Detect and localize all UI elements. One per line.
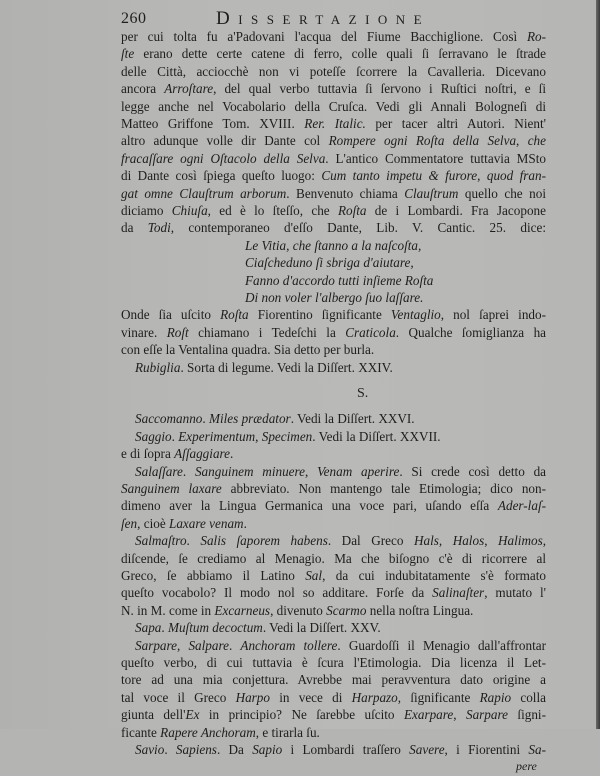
italic-term: Roſta bbox=[220, 307, 249, 323]
italic-term: Sapiens bbox=[175, 742, 217, 757]
text-line: per cui tolta fu a'Padovani l'acqua del Fiume Bacchiglione. Così Ro- bbox=[121, 29, 546, 44]
italic-term: Anchoram tollere bbox=[240, 637, 338, 653]
italic-term: Sa- bbox=[528, 742, 546, 757]
text-line: con eſſe la Ventalina quadra. Sia detto per burla. bbox=[121, 342, 375, 358]
italic-term: Hals bbox=[413, 533, 439, 549]
text-line: altro adunque volle dir Dante col Rompere ogni Roſta della Selva, che bbox=[121, 133, 547, 149]
italic-term: Salaſſare bbox=[135, 463, 183, 479]
text-line: Saggio. Experimentum, Specimen. Vedi la Diſſert. XXVII. bbox=[135, 428, 441, 444]
italic-term: quod fran- bbox=[486, 168, 547, 184]
text-line: Salaſſare. Sanguinem minuere, Venam aperire. Si crede così detto da bbox=[135, 463, 547, 479]
italic-term: Rapere Anchoram bbox=[160, 724, 256, 740]
italic-term: Ex bbox=[185, 707, 200, 723]
page-edge-shadow bbox=[596, 0, 600, 729]
italic-term: Salinaſter bbox=[432, 585, 485, 601]
page-number: 260 bbox=[121, 10, 147, 27]
italic-term: che bbox=[527, 133, 547, 149]
italic-term: Ro- bbox=[526, 29, 546, 44]
text-line: N. in M. come in Excarneus, divenuto Scarmo nella noſtra Lingua. bbox=[121, 602, 474, 618]
italic-term: Venam aperire bbox=[317, 463, 400, 479]
italic-term: Laxare venam bbox=[168, 515, 244, 531]
text-line: giunta dell'Ex in principio? Ne ſarebbe uſcito Exarpare, Sarpare ſigni- bbox=[121, 707, 546, 723]
text-line: Rubiglia. Sorta di legume. Vedi la Diſſert. XXIV. bbox=[135, 359, 393, 375]
italic-term: Specimen bbox=[261, 428, 313, 444]
section-letter: S. bbox=[357, 386, 369, 401]
text-line: dimeno aver la Lingua Germanica una voce pari, uſando eſſa Ader-laſ- bbox=[121, 498, 546, 514]
text-line: Saccomanno. Miles prædator. Vedi la Diſſert. XXVI. bbox=[135, 411, 415, 427]
text-line: queſto verbo, di cui tuttavia è ſcura l'Etimologia. Dia licenza il Let- bbox=[121, 655, 546, 670]
italic-term: fracaſſare ogni Oſtacolo della Selva bbox=[121, 150, 326, 166]
text-line: ancora Arroſtare, del qual verbo tuttavia ſi ſervono i Ruſtici noſtri, e ſi bbox=[121, 81, 546, 97]
italic-term: Sanguinem laxare bbox=[121, 481, 222, 496]
italic-term: Sal bbox=[305, 568, 323, 583]
italic-term: Rompere ogni Roſta della Selva bbox=[328, 133, 517, 149]
italic-term: Sarpare bbox=[465, 707, 508, 723]
italic-term: Arroſtare bbox=[164, 81, 214, 97]
verse-line: Fanno d'accordo tutti inſieme Roſta bbox=[245, 272, 434, 288]
text-line: ficante Rapere Anchoram, e tirarla ſu. bbox=[121, 724, 320, 740]
italic-term: Savio bbox=[135, 742, 165, 757]
text-line: Greco, ſe abbiamo il Latino Sal, da cui indubitatamente s'è formato bbox=[121, 568, 546, 583]
italic-term: Sapa bbox=[135, 620, 162, 636]
italic-term: Salpare bbox=[188, 637, 229, 653]
italic-term: Roſt bbox=[166, 324, 189, 340]
italic-term: Rubiglia bbox=[135, 359, 181, 375]
text-line: legge anche nel Vocabolario della Cruſca. Vedi gli Annali Bologneſi di bbox=[121, 98, 546, 114]
text-line: Onde ſia uſcito Roſta Fiorentino ſignificante Ventaglio, nol ſaprei indo- bbox=[121, 307, 547, 323]
text-line: Salmaſtro. Salis ſaporem habens. Dal Greco Hals, Halos, Halimos, bbox=[135, 533, 547, 549]
text-line: diſcende, ſe crediamo al Menagio. Ma che biſogno c'è di ricorrere al bbox=[121, 550, 546, 566]
catchword: pere bbox=[516, 759, 537, 774]
text-line: gat omne Clauſtrum arborum. Benvenuto chiama Clauſtrum quello che noi bbox=[121, 185, 546, 201]
text-line: ſen, cioè Laxare venam. bbox=[121, 515, 247, 531]
italic-term: Muſtum decoctum bbox=[167, 620, 263, 636]
italic-term: Experimentum bbox=[178, 428, 256, 444]
text-line: da Todi, contemporaneo d'eſſo Dante, Lib. V. Cantic. 25. dice: bbox=[121, 220, 546, 236]
italic-term: Todi bbox=[147, 220, 171, 236]
italic-term: Clauſtrum bbox=[404, 185, 459, 201]
text-line: diciamo Chiuſa, ed è lo ſteſſo, che Roſta de i Lombardi. Fra Jacopone bbox=[121, 203, 546, 218]
text-line: fracaſſare ogni Oſtacolo della Selva. L'antico Commentatore tuttavia MSto bbox=[121, 150, 546, 166]
italic-term: Roſta bbox=[337, 203, 367, 218]
italic-term: Chiuſa bbox=[171, 203, 208, 218]
italic-term: Craticola bbox=[345, 324, 396, 340]
italic-term: Sarpare bbox=[135, 637, 178, 653]
italic-term: Harpo bbox=[235, 689, 270, 705]
verse-line: Le Vitia, che ſtanno a la naſcoſta, bbox=[245, 237, 422, 253]
italic-term: Rapio bbox=[479, 689, 512, 705]
page-header bbox=[121, 8, 546, 30]
italic-term: ſte bbox=[121, 46, 135, 62]
italic-term: Rer. Italic. bbox=[304, 116, 366, 131]
verse-line: Di non voler l'albergo ſuo laſſare. bbox=[245, 290, 424, 305]
text-line: delle Città, acciocchè non vi poteſſe ſcorrere la Cavalleria. Dicevano bbox=[121, 63, 546, 79]
italic-term: Exarpare bbox=[403, 707, 454, 723]
text-line: ſte erano dette certe catene di ferro, colle quali ſi ſerravano le ſtrade bbox=[121, 46, 546, 62]
italic-term: gat omne Clauſtrum arborum bbox=[121, 185, 287, 201]
italic-term: ſen bbox=[121, 515, 138, 531]
italic-term: Savere bbox=[409, 742, 445, 757]
text-line: queſto vocabolo? Il modo nol so additare. Forſe da Salinaſter, mutato l' bbox=[121, 585, 547, 601]
text-line: e di ſopra Aſſaggiare. bbox=[121, 446, 234, 462]
italic-term: Halimos bbox=[498, 533, 543, 549]
italic-term: Excarneus bbox=[214, 602, 271, 618]
italic-term: Cum tanto impetu & furore bbox=[321, 168, 478, 184]
italic-term: Scarmo bbox=[326, 602, 367, 618]
italic-term: Halos bbox=[452, 533, 485, 549]
italic-term: Ader-laſ- bbox=[497, 498, 546, 514]
running-head: Dissertazione bbox=[216, 8, 431, 29]
italic-term: Salmaſtro bbox=[135, 533, 187, 549]
text-line: Sanguinem laxare abbreviato. Non mantengo tale Etimologia; dico non- bbox=[121, 481, 546, 496]
italic-term: Sapio bbox=[252, 742, 283, 757]
text-line: di Dante così ſpiega queſto luogo: Cum tanto impetu & furore, quod fran- bbox=[121, 168, 547, 184]
italic-term: Ventaglio bbox=[390, 307, 441, 323]
text-line: vinare. Roſt chiamano i Tedeſchi la Craticola. Qualche ſomiglianza ha bbox=[121, 324, 547, 340]
text-line: Sapa. Muſtum decoctum. Vedi la Diſſert. XXV. bbox=[135, 620, 381, 636]
italic-term: Saccomanno bbox=[135, 411, 203, 427]
text-line: tore ad una mia conjettura. Avrebbe mai peravventura dato origine a bbox=[121, 672, 546, 688]
italic-term: Aſſaggiare bbox=[174, 446, 231, 462]
text-line: tal voce il Greco Harpo in vece di Harpazo, ſignificante Rapio colla bbox=[121, 689, 546, 705]
text-line: Matteo Griffone Tom. XVIII. Rer. Italic. per tacer altri Autori. Nient' bbox=[121, 116, 546, 131]
italic-term: Harpazo bbox=[351, 689, 398, 705]
italic-term: Sanguinem minuere bbox=[194, 463, 306, 479]
text-line: Savio. Sapiens. Da Sapio i Lombardi traſſero Savere, i Fiorentini Sa- bbox=[135, 742, 546, 757]
verse-line: Ciaſcheduno ſi sbriga d'aiutare, bbox=[245, 255, 414, 271]
italic-term: Saggio bbox=[135, 428, 172, 444]
italic-term: Miles prædator bbox=[208, 411, 291, 427]
italic-term: Salis ſaporem habens bbox=[200, 533, 328, 549]
text-line: Sarpare, Salpare. Anchoram tollere. Guardoſſi il Menagio dall'affrontar bbox=[135, 637, 546, 653]
